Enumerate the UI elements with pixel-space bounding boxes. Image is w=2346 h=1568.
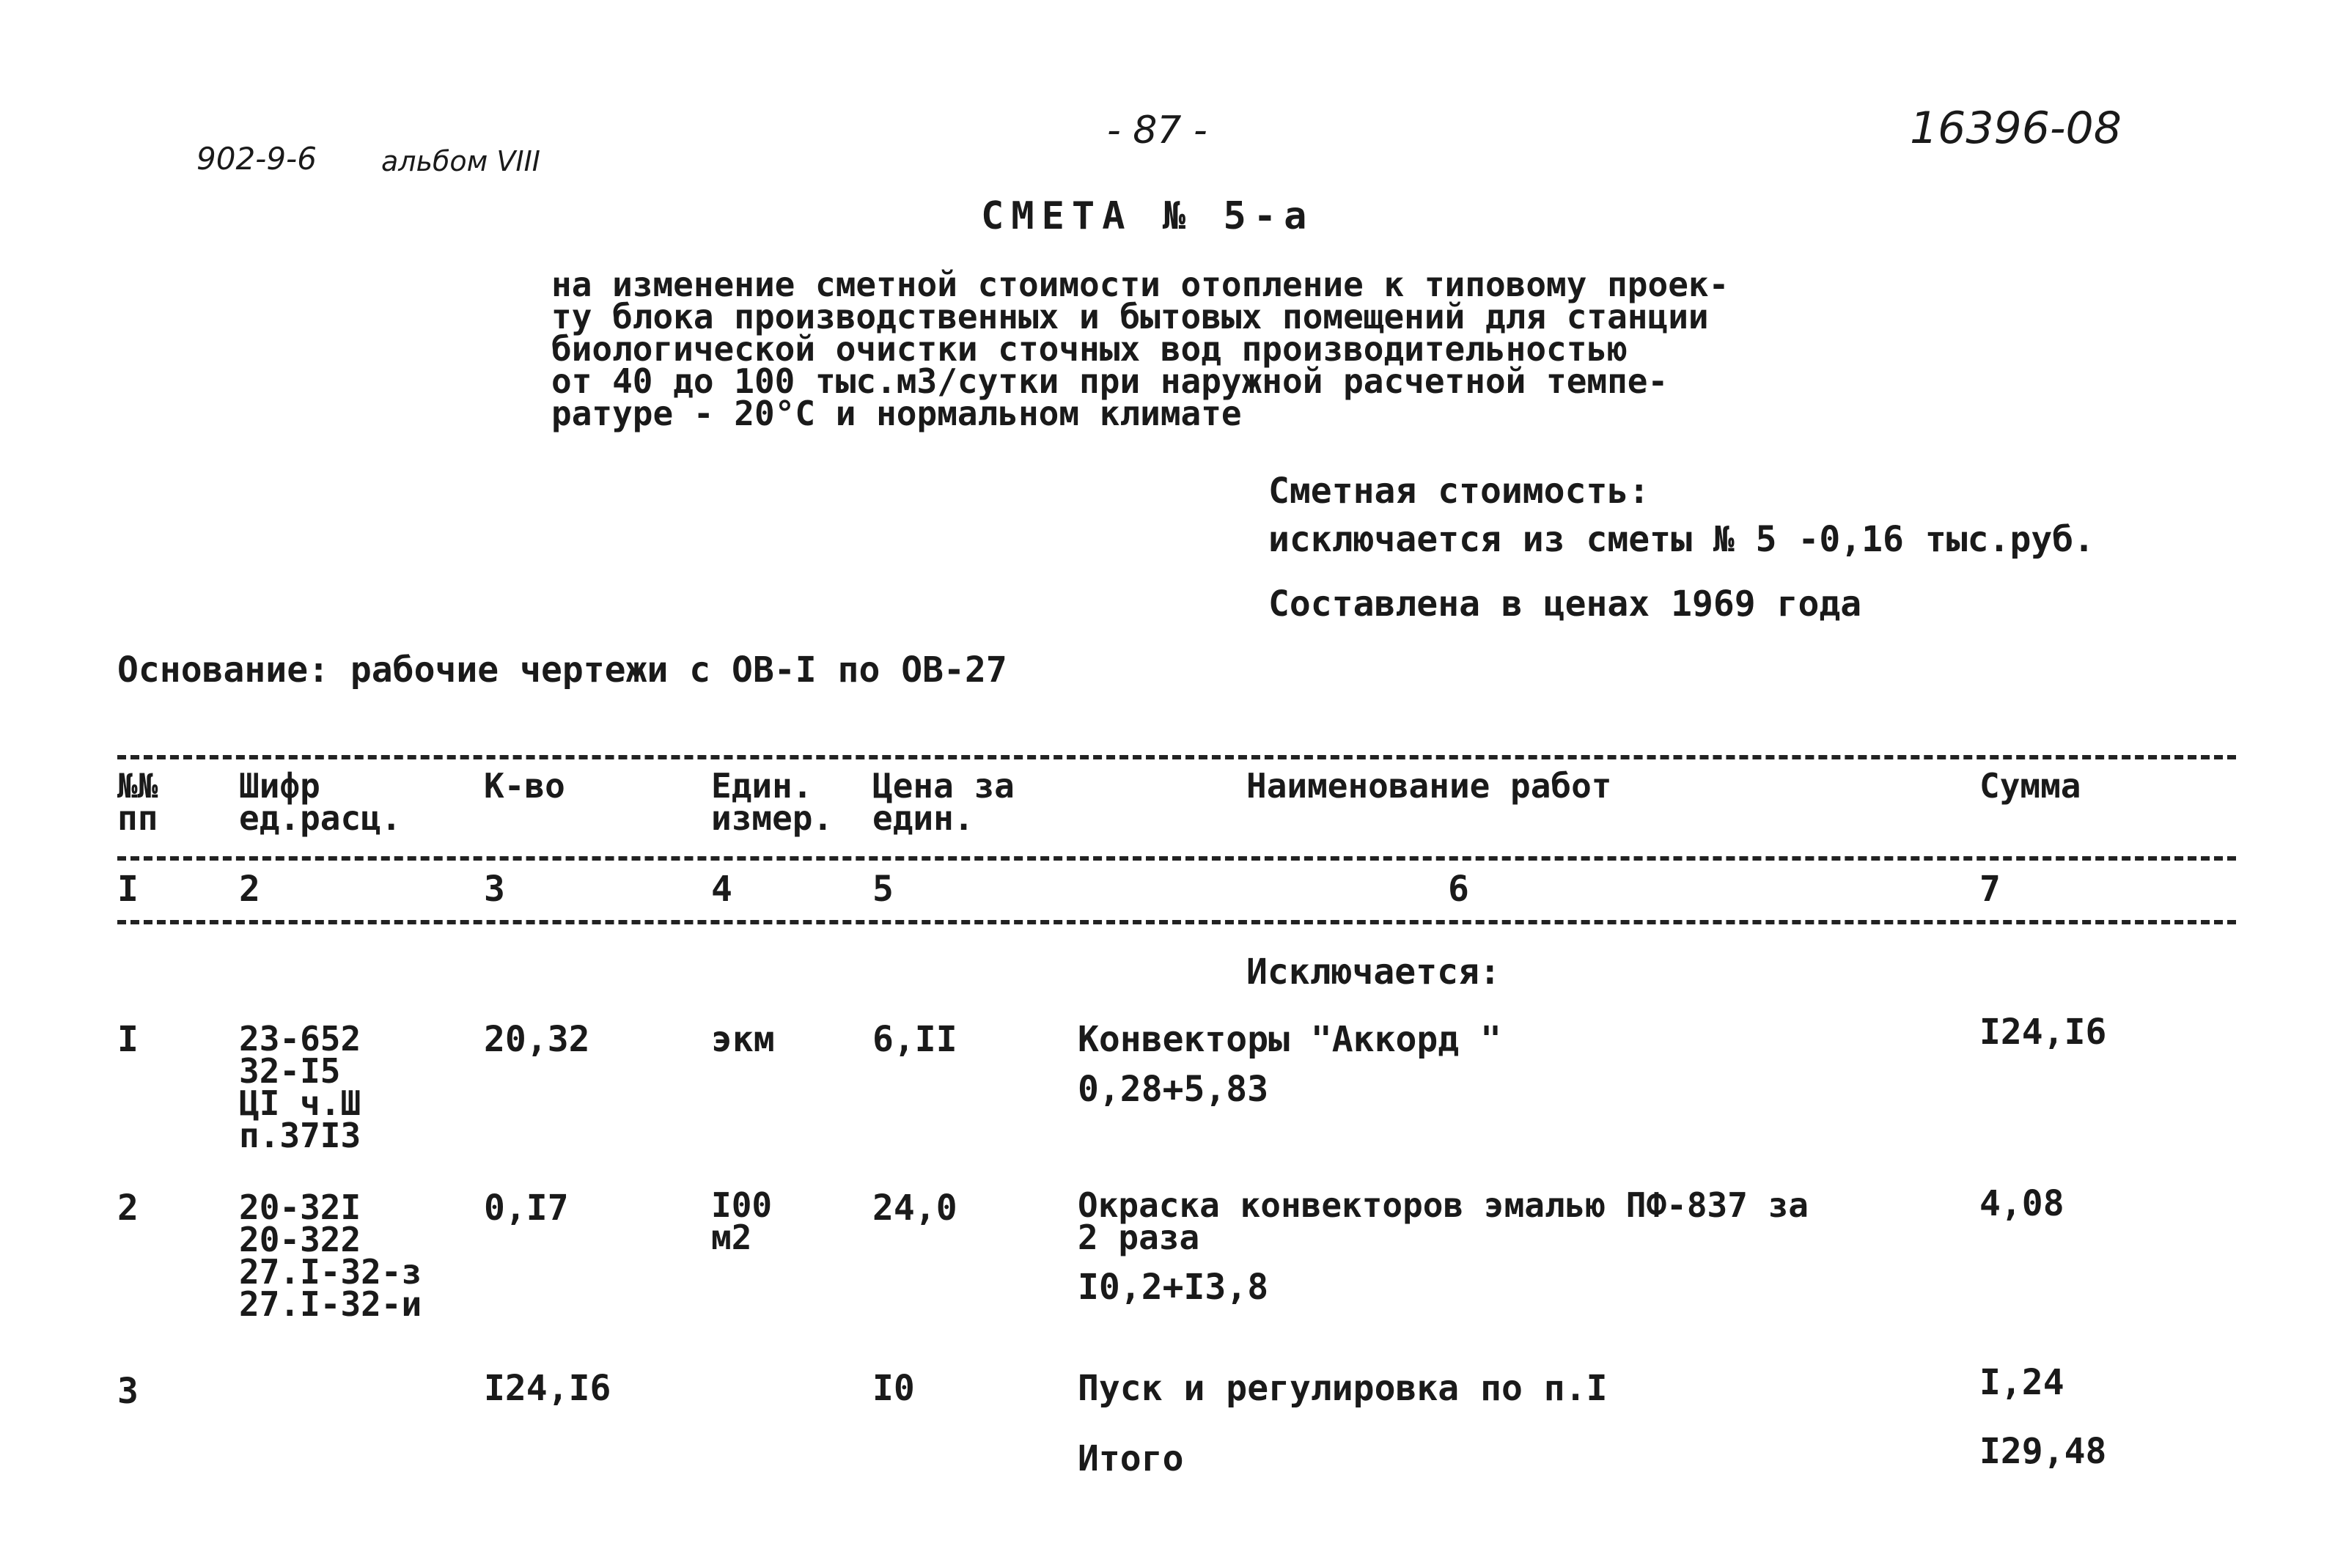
header-number: №№ пп [117,766,158,838]
row-unit: I00 м2 [711,1185,773,1257]
row-quantity: I24,I6 [484,1368,611,1409]
table-rule-top [117,755,2236,759]
header-price: Цена за един. [872,766,1015,838]
description-line: ту блока производственных и бытовых помещений для станции [551,297,1709,336]
column-number: 2 [239,869,260,910]
total-sum: I29,48 [1979,1431,2107,1472]
header-quantity: К-во [484,766,565,806]
column-number: I [117,869,139,910]
description-line: на изменение сметной стоимости отопление к типовому проек- [551,265,1729,304]
page-number: - 87 - [1107,108,1207,152]
row-number: 3 [117,1371,139,1412]
row-number: I [117,1019,139,1060]
column-number: 7 [1979,869,2001,910]
row-code: 23-652 32-I5 ЦI ч.Ш п.37I3 [239,1019,361,1155]
cost-excluded: исключается из сметы № 5 -0,16 тыс.руб. [1268,519,2095,560]
header-code: Шифр ед.расц. [239,766,402,838]
row-price: I0 [872,1368,915,1409]
description-line: от 40 до 100 тыс.м3/сутки при наружной расчетной темпе- [551,361,1669,401]
row-quantity: 20,32 [484,1019,590,1060]
row-calculation: 0,28+5,83 [1078,1069,1269,1110]
row-quantity: 0,I7 [484,1188,569,1229]
row-work-name: Окраска конвекторов эмалью ПФ-837 за 2 раза [1078,1185,1809,1257]
column-number: 4 [711,869,732,910]
row-sum: I24,I6 [1979,1012,2107,1053]
column-number: 6 [1448,869,1469,910]
header-work-name: Наименование работ [1246,766,1612,806]
document-number: 16396-08 [1910,103,2122,154]
row-work-name: Пуск и регулировка по п.I [1078,1368,1608,1409]
row-unit: экм [711,1019,775,1060]
album-label: альбом VIII [381,145,541,177]
row-work-name: Конвекторы "Аккорд " [1078,1019,1501,1060]
row-code: 20-32I 20-322 27.I-32-з 27.I-32-и [239,1188,422,1324]
row-price: 6,II [872,1019,957,1060]
page-title: СМЕТА № 5-а [981,194,1314,238]
cost-label: Сметная стоимость: [1268,471,1650,512]
header-unit: Един. измер. [711,766,834,838]
table-rule-header [117,856,2236,861]
description-line: биологической очистки сточных вод производительностью [551,329,1628,369]
row-price: 24,0 [872,1188,957,1229]
row-calculation: I0,2+I3,8 [1078,1267,1269,1308]
project-code: 902-9-6 [196,141,317,177]
table-rule-numbers [117,920,2236,924]
description [551,265,1729,433]
column-number: 3 [484,869,505,910]
header-sum: Сумма [1979,766,2081,806]
row-sum: 4,08 [1979,1183,2064,1224]
column-number: 5 [872,869,894,910]
description-line: ратуре - 20°С и нормальном климате [551,394,1242,433]
row-sum: I,24 [1979,1362,2064,1403]
total-label: Итого [1078,1438,1184,1479]
prices-year: Составлена в ценах 1969 года [1268,584,1862,625]
section-label: Исключается: [1246,952,1501,993]
row-number: 2 [117,1188,139,1229]
basis: Основание: рабочие чертежи с ОВ-I по ОВ-27 [117,649,1007,691]
